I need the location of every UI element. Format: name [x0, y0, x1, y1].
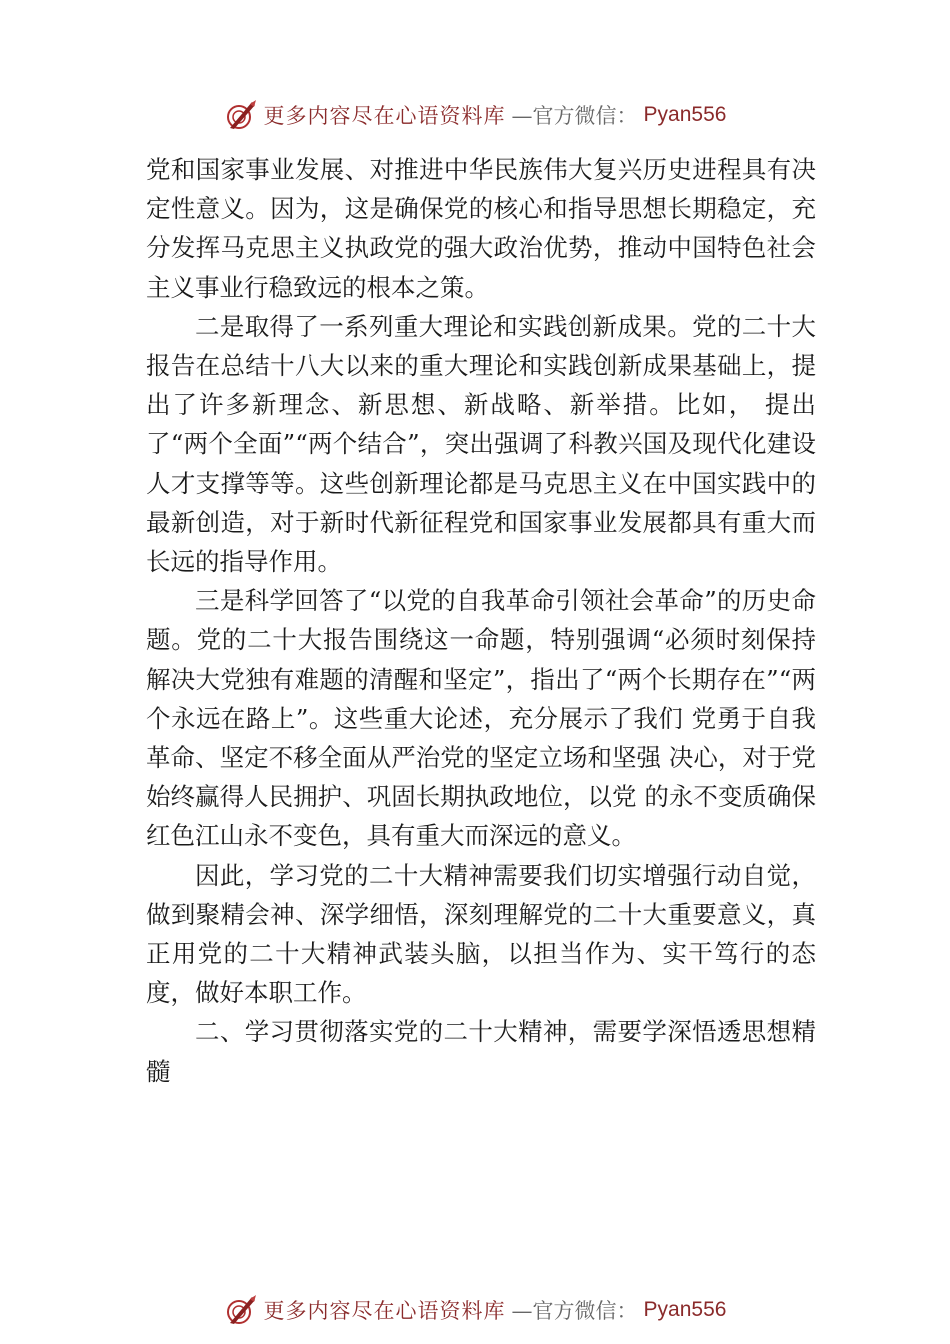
watermark-wechat-id: Pyan556: [643, 1298, 727, 1321]
paragraph-point-two: 二是取得了一系列重大理论和实践创新成果。党的二十大报告在总结十八大以来的重大理论和实践创新成果基础上，提出了许多新理念、新思想、新战略、新举措。比如， 提出了“两个全面”“两个结合”，突出强调了科教兴国及现代化建设人才支撑等等。这些创新理论都是马克思主义在中国实践中的最新创造，对于新时代新征程党和国家事业发展都具有重大而长远的指导作用。: [146, 311, 816, 577]
quill-pen-logo-icon: [224, 98, 258, 132]
section-heading-two: 二、学习贯彻落实党的二十大精神，需要学深悟透思想精髓: [146, 1017, 816, 1086]
watermark-brand-text: 更多内容尽在心语资料库: [263, 104, 506, 128]
paragraph-continuation: 党和国家事业发展、对推进中华民族伟大复兴历史进程具有决定性意义。因为，这是确保党的核心和指导思想长期稳定，充分发挥马克思主义执政党的强大政治优势，推动中国特色社会主义事业行稳致远的根本之策。: [146, 155, 816, 302]
watermark-wechat-id: Pyan556: [643, 103, 727, 126]
document-body: [146, 150, 816, 1091]
quill-pen-logo-icon: [224, 1293, 258, 1327]
paragraph-conclusion: 因此，学习党的二十大精神需要我们切实增强行动自觉，做到聚精会神、深学细悟，深刻理解党的二十大重要意义，真正用党的二十大精神武装头脑，以担当作为、实干笃行的态度，做好本职工作。: [146, 860, 816, 1008]
watermark-brand-text: 更多内容尽在心语资料库: [263, 1299, 506, 1323]
watermark-separator: —官方微信：: [511, 1299, 638, 1323]
paragraph-point-three: 三是科学回答了“以党的自我革命引领社会革命”的历史命题。党的二十大报告围绕这一命题，特别强调“必须时刻保持解决大党独有难题的清醒和坚定”，指出了“两个长期存在”“两个永远在路上”。这些重大论述，充分展示了我们 党勇于自我革命、坚定不移全面从严治党的坚定立场和坚强 决心，对于党始终赢得人民拥护、巩固长期执政地位，以党 的永不变质确保红色江山永不变色，具有重大而深远的意义。: [146, 586, 816, 851]
footer-watermark: [0, 1290, 950, 1330]
header-watermark: [0, 95, 950, 135]
watermark-separator: —官方微信：: [511, 104, 638, 128]
